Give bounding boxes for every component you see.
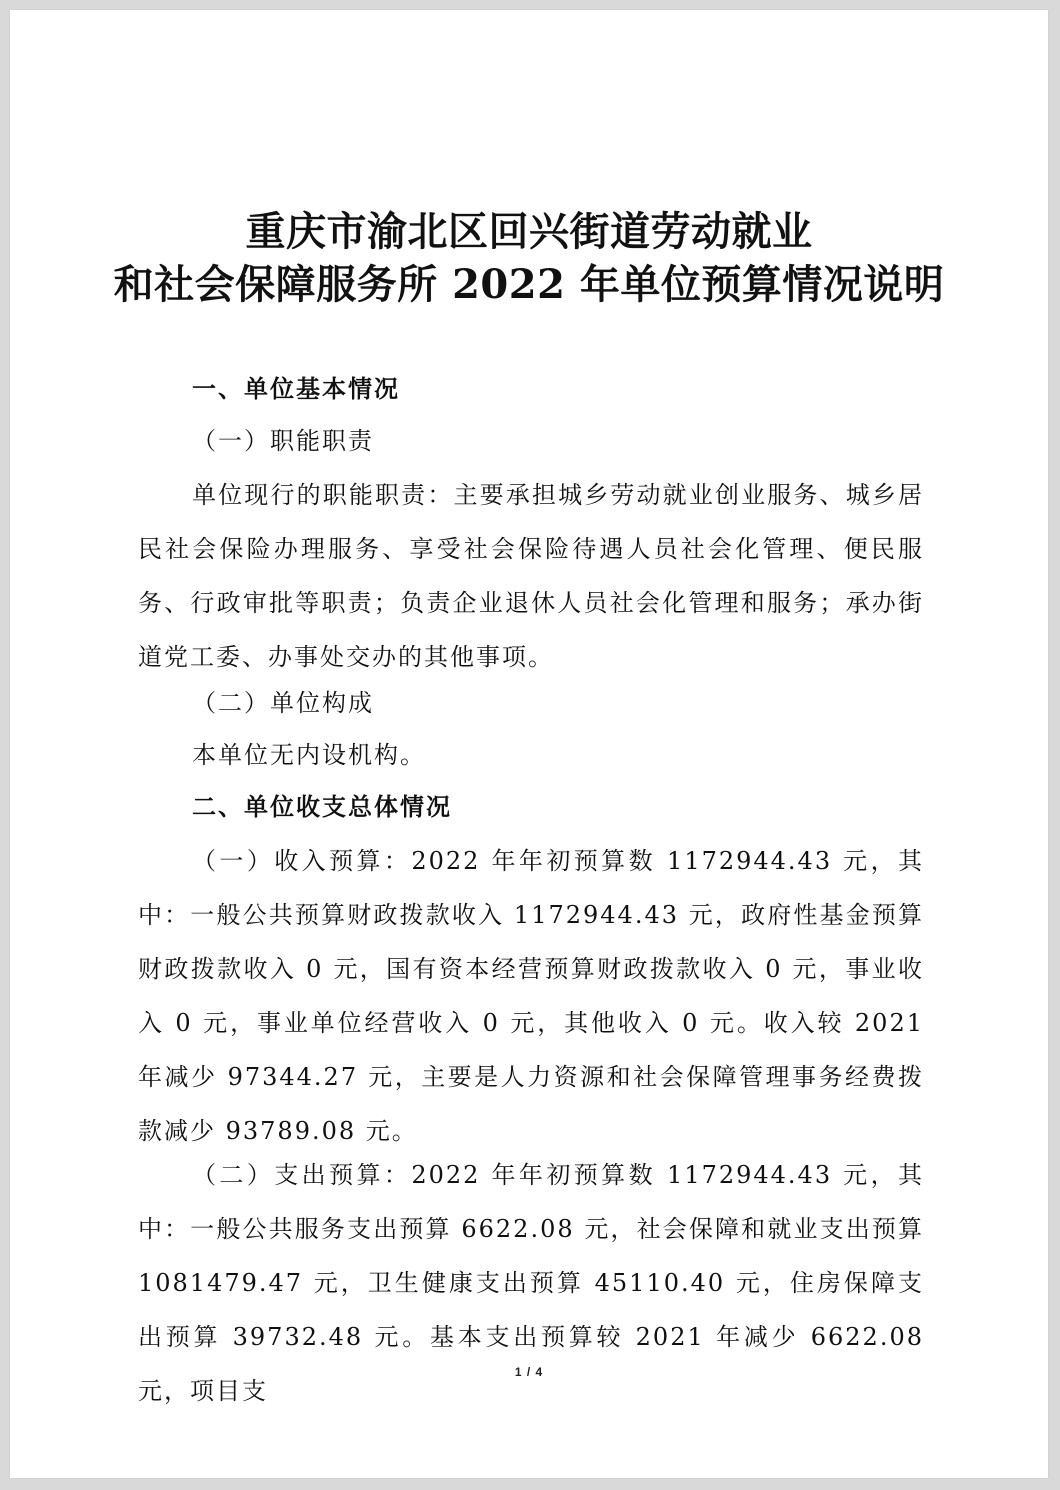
section-2-heading: 二、单位收支总体情况 <box>192 793 452 821</box>
section-1-sub-2-heading: （二）单位构成 <box>192 689 374 717</box>
duties-paragraph: 单位现行的职能职责：主要承担城乡劳动就业创业服务、城乡居民社会保险办理服务、享受社会保险待遇人员社会化管理、便民服务、行政审批等职责；负责企业退休人员社会化管理和服务；承办街道党工委、办事处交办的其他事项。 <box>138 481 924 671</box>
page-number: 1 / 4 <box>514 1365 544 1379</box>
composition-paragraph: 本单位无内设机构。 <box>192 741 426 769</box>
document-title-line-1: 重庆市渝北区回兴街道劳动就业 <box>245 208 813 255</box>
section-1-heading: 一、单位基本情况 <box>192 375 400 403</box>
document-title-line-2: 和社会保障服务所 2022 年单位预算情况说明 <box>113 261 945 308</box>
document-page <box>10 10 1048 1478</box>
expense-budget-paragraph: （二）支出预算：2022 年年初预算数 1172944.43 元，其中：一般公共服务支出预算 6622.08 元，社会保障和就业支出预算 1081479.47 元，卫生健康支出预算 45110.40 元，住房保障支出预算 39732.48 元。基本支出预算较 2021 年减少 6622.08 元，项目支 <box>138 1161 924 1405</box>
income-budget-paragraph: （一）收入预算：2022 年年初预算数 1172944.43 元，其中：一般公共预算财政拨款收入 1172944.43 元，政府性基金预算财政拨款收入 0 元，国有资本经营预算财政拨款收入 0 元，事业收入 0 元，事业单位经营收入 0 元，其他收入 0 元。收入较 2021 年减少 97344.27 元，主要是人力资源和社会保障管理事务经费拨款减少 93789.08 元。 <box>138 847 924 1145</box>
section-1-sub-1-heading: （一）职能职责 <box>192 427 374 455</box>
